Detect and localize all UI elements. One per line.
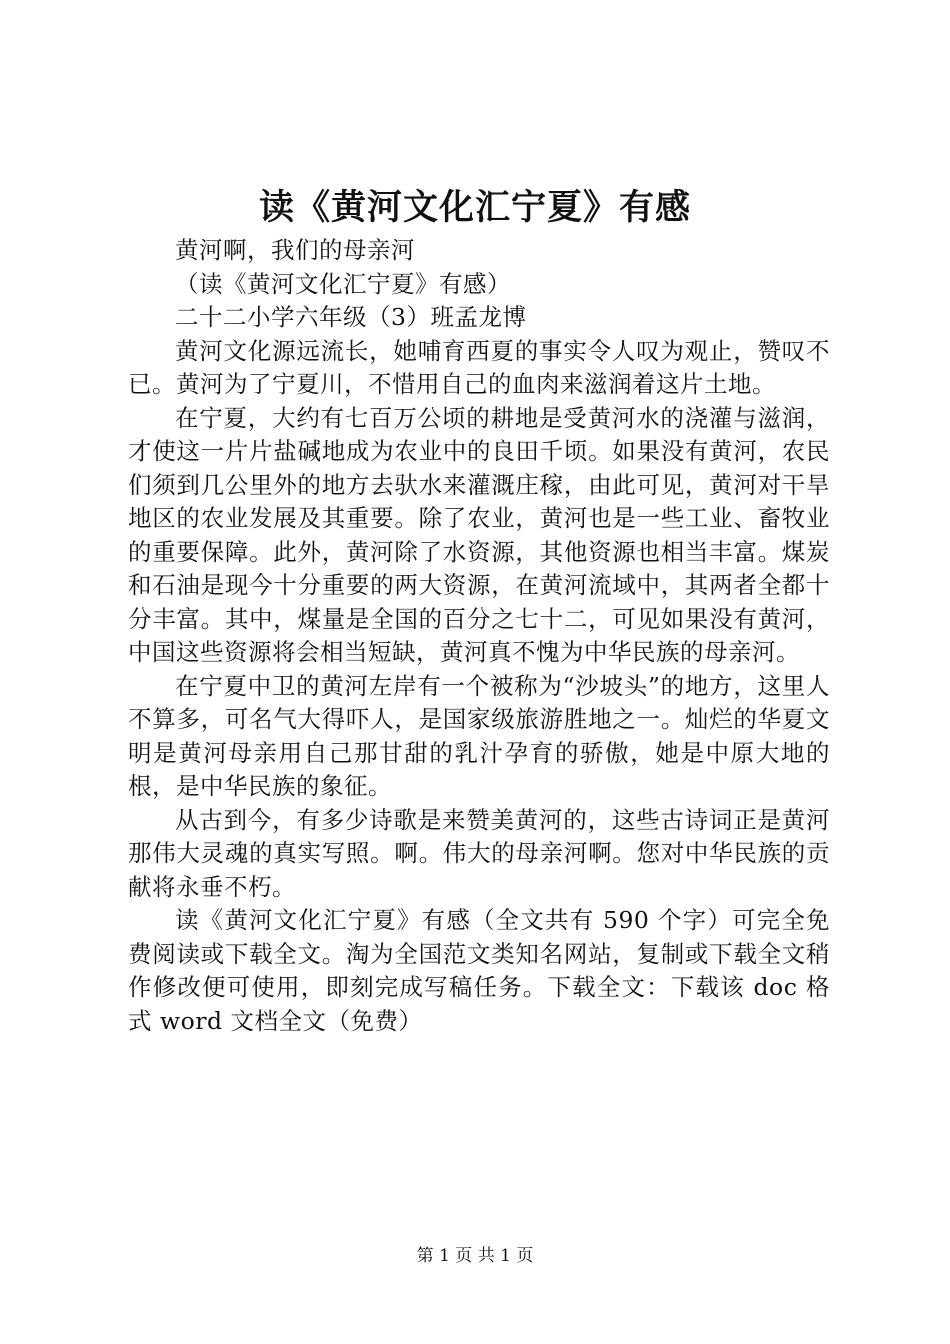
author-line: 二十二小学六年级（3）班孟龙博 [175,303,527,331]
subheading-1: 黄河啊，我们的母亲河 [175,236,415,264]
subheading-2: （读《黄河文化汇宁夏》有感） [175,269,511,298]
paragraph-2: 在宁夏，大约有七百万公顷的耕地是受黄河水的浇灌与滋润，才使这一片片盐碱地成为农业中的良田千顷。如果没有黄河，农民们须到几公里外的地方去驮水来灌溉庄稼，由此可见，黄河对干旱地区的农业发展及其重要。除了农业，黄河也是一些工业、畜牧业的重要保障。此外，黄河除了水资源，其他资源也相当丰富。煤炭和石油是现今十分重要的两大资源，在黄河流域中，其两者全都十分丰富。其中，煤量是全国的百分之七十二，可见如果没有黄河，中国这些资源将会相当短缺，黄河真不愧为中华民族的母亲河。 [128,403,830,666]
paragraph-1: 黄河文化源远流长，她哺育西夏的事实令人叹为观止，赞叹不已。黄河为了宁夏川，不惜用自己的血肉来滋润着这片土地。 [128,336,830,398]
document-body [128,234,830,1038]
document-title: 读《黄河文化汇宁夏》有感 [258,187,691,228]
paragraph-4: 从古到今，有多少诗歌是来赞美黄河的，这些古诗词正是黄河那伟大灵魂的真实写照。啊。伟大的母亲河啊。您对中华民族的贡献将永垂不朽。 [128,805,830,901]
paragraph-5: 读《黄河文化汇宁夏》有感（全文共有 590 个字）可完全免费阅读或下载全文。淘为全国范文类知名网站，复制或下载全文稍作修改便可使用，即刻完成写稿任务。下载全文：下载该 doc 格式 word 文档全文（免费） [128,906,830,1035]
page-footer: 第 1 页 共 1 页 [416,1246,534,1266]
paragraph-3: 在宁夏中卫的黄河左岸有一个被称为“沙坡头”的地方，这里人不算多，可名气大得吓人，是国家级旅游胜地之一。灿烂的华夏文明是黄河母亲用自己那甘甜的乳汁孕育的骄傲，她是中原大地的根，是中华民族的象征。 [128,671,830,800]
